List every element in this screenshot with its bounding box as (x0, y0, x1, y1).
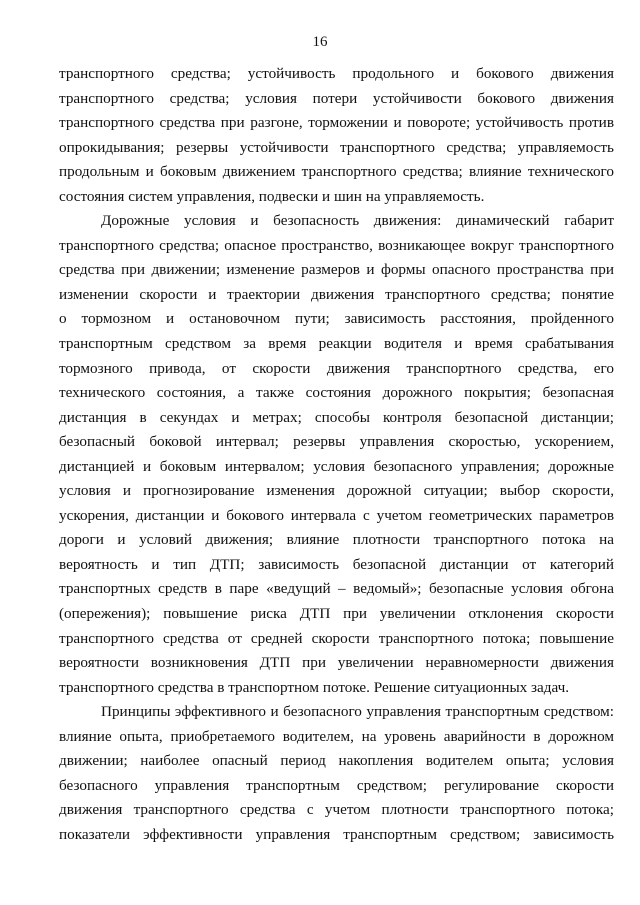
text-line: состояния систем управления, подвески и шин на управляемость. (59, 187, 485, 205)
text-line: транспортного средства в транспортном потоке. Решение ситуационных задач. (59, 678, 570, 696)
paragraph-safe-driving-principles (59, 700, 614, 847)
text-line: дистанция в секундах и метрах; способы контроля безопасной дистанции; (59, 408, 614, 426)
text-line: движения транспортного средства с учетом плотности транспортного потока; (59, 801, 614, 819)
text-line: транспортным средством за время реакции водителя и время срабатывания (59, 335, 614, 353)
text-line: безопасного управления транспортным средством; регулирование скорости (59, 776, 614, 794)
text-line: дистанцией и боковым интервалом; условия безопасного управления; дорожные (59, 457, 614, 475)
paragraph-vehicle-stability (59, 62, 614, 209)
text-line: технического состояния, а также состояния дорожного покрытия; безопасная (59, 384, 614, 402)
text-line: влияние опыта, приобретаемого водителем, на уровень аварийности в дорожном (59, 727, 614, 745)
text-line: транспортного средства; опасное пространство, возникающее вокруг транспортного (59, 236, 614, 254)
text-line: транспортного средства; устойчивость продольного и бокового движения (59, 65, 614, 82)
body-text (59, 62, 614, 848)
text-line: Дорожные условия и безопасность движения: динамический габарит (101, 212, 614, 230)
text-line: вероятности возникновения ДТП при увеличении неравномерности движения (59, 654, 614, 672)
text-line: условия и прогнозирование изменения дорожной ситуации; выбор скорости, (59, 482, 614, 500)
text-line: безопасный боковой интервал; резервы управления скоростью, ускорением, (59, 433, 614, 451)
text-line: о тормозном и остановочном пути; зависимость расстояния, пройденного (59, 310, 614, 328)
text-line: транспортного средства; условия потери устойчивости бокового движения (59, 89, 614, 107)
text-line: движении; наиболее опасный период накопления водителем опыта; условия (59, 752, 614, 770)
text-line: показатели эффективности управления транспортным средством; зависимость (59, 825, 614, 843)
text-line: вероятность и тип ДТП; зависимость безопасной дистанции от категорий (59, 555, 614, 573)
text-line: Принципы эффективного и безопасного управления транспортным средством: (101, 703, 614, 721)
text-line: транспортных средств в паре «ведущий – ведомый»; безопасные условия обгона (59, 580, 614, 598)
page-number: 16 (312, 34, 328, 50)
paragraph-road-conditions (59, 209, 614, 700)
text-line: тормозного привода, от скорости движения транспортного средства, его (59, 359, 614, 377)
text-line: опрокидывания; резервы устойчивости транспортного средства; управляемость (59, 138, 614, 156)
text-line: продольным и боковым движением транспортного средства; влияние технического (59, 163, 614, 181)
text-line: (опережения); повышение риска ДТП при увеличении отклонения скорости (59, 605, 614, 623)
text-line: ускорения, дистанции и бокового интервала с учетом геометрических параметров (59, 506, 614, 524)
text-line: изменении скорости и траектории движения транспортного средства; понятие (59, 285, 614, 303)
text-line: дороги и условий движения; влияние плотности транспортного потока на (59, 531, 614, 549)
text-line: средства при движении; изменение размеров и формы опасного пространства при (59, 261, 614, 279)
text-line: транспортного средства от средней скорости транспортного потока; повышение (59, 629, 614, 647)
text-line: транспортного средства при разгоне, торможении и повороте; устойчивость против (59, 114, 614, 132)
